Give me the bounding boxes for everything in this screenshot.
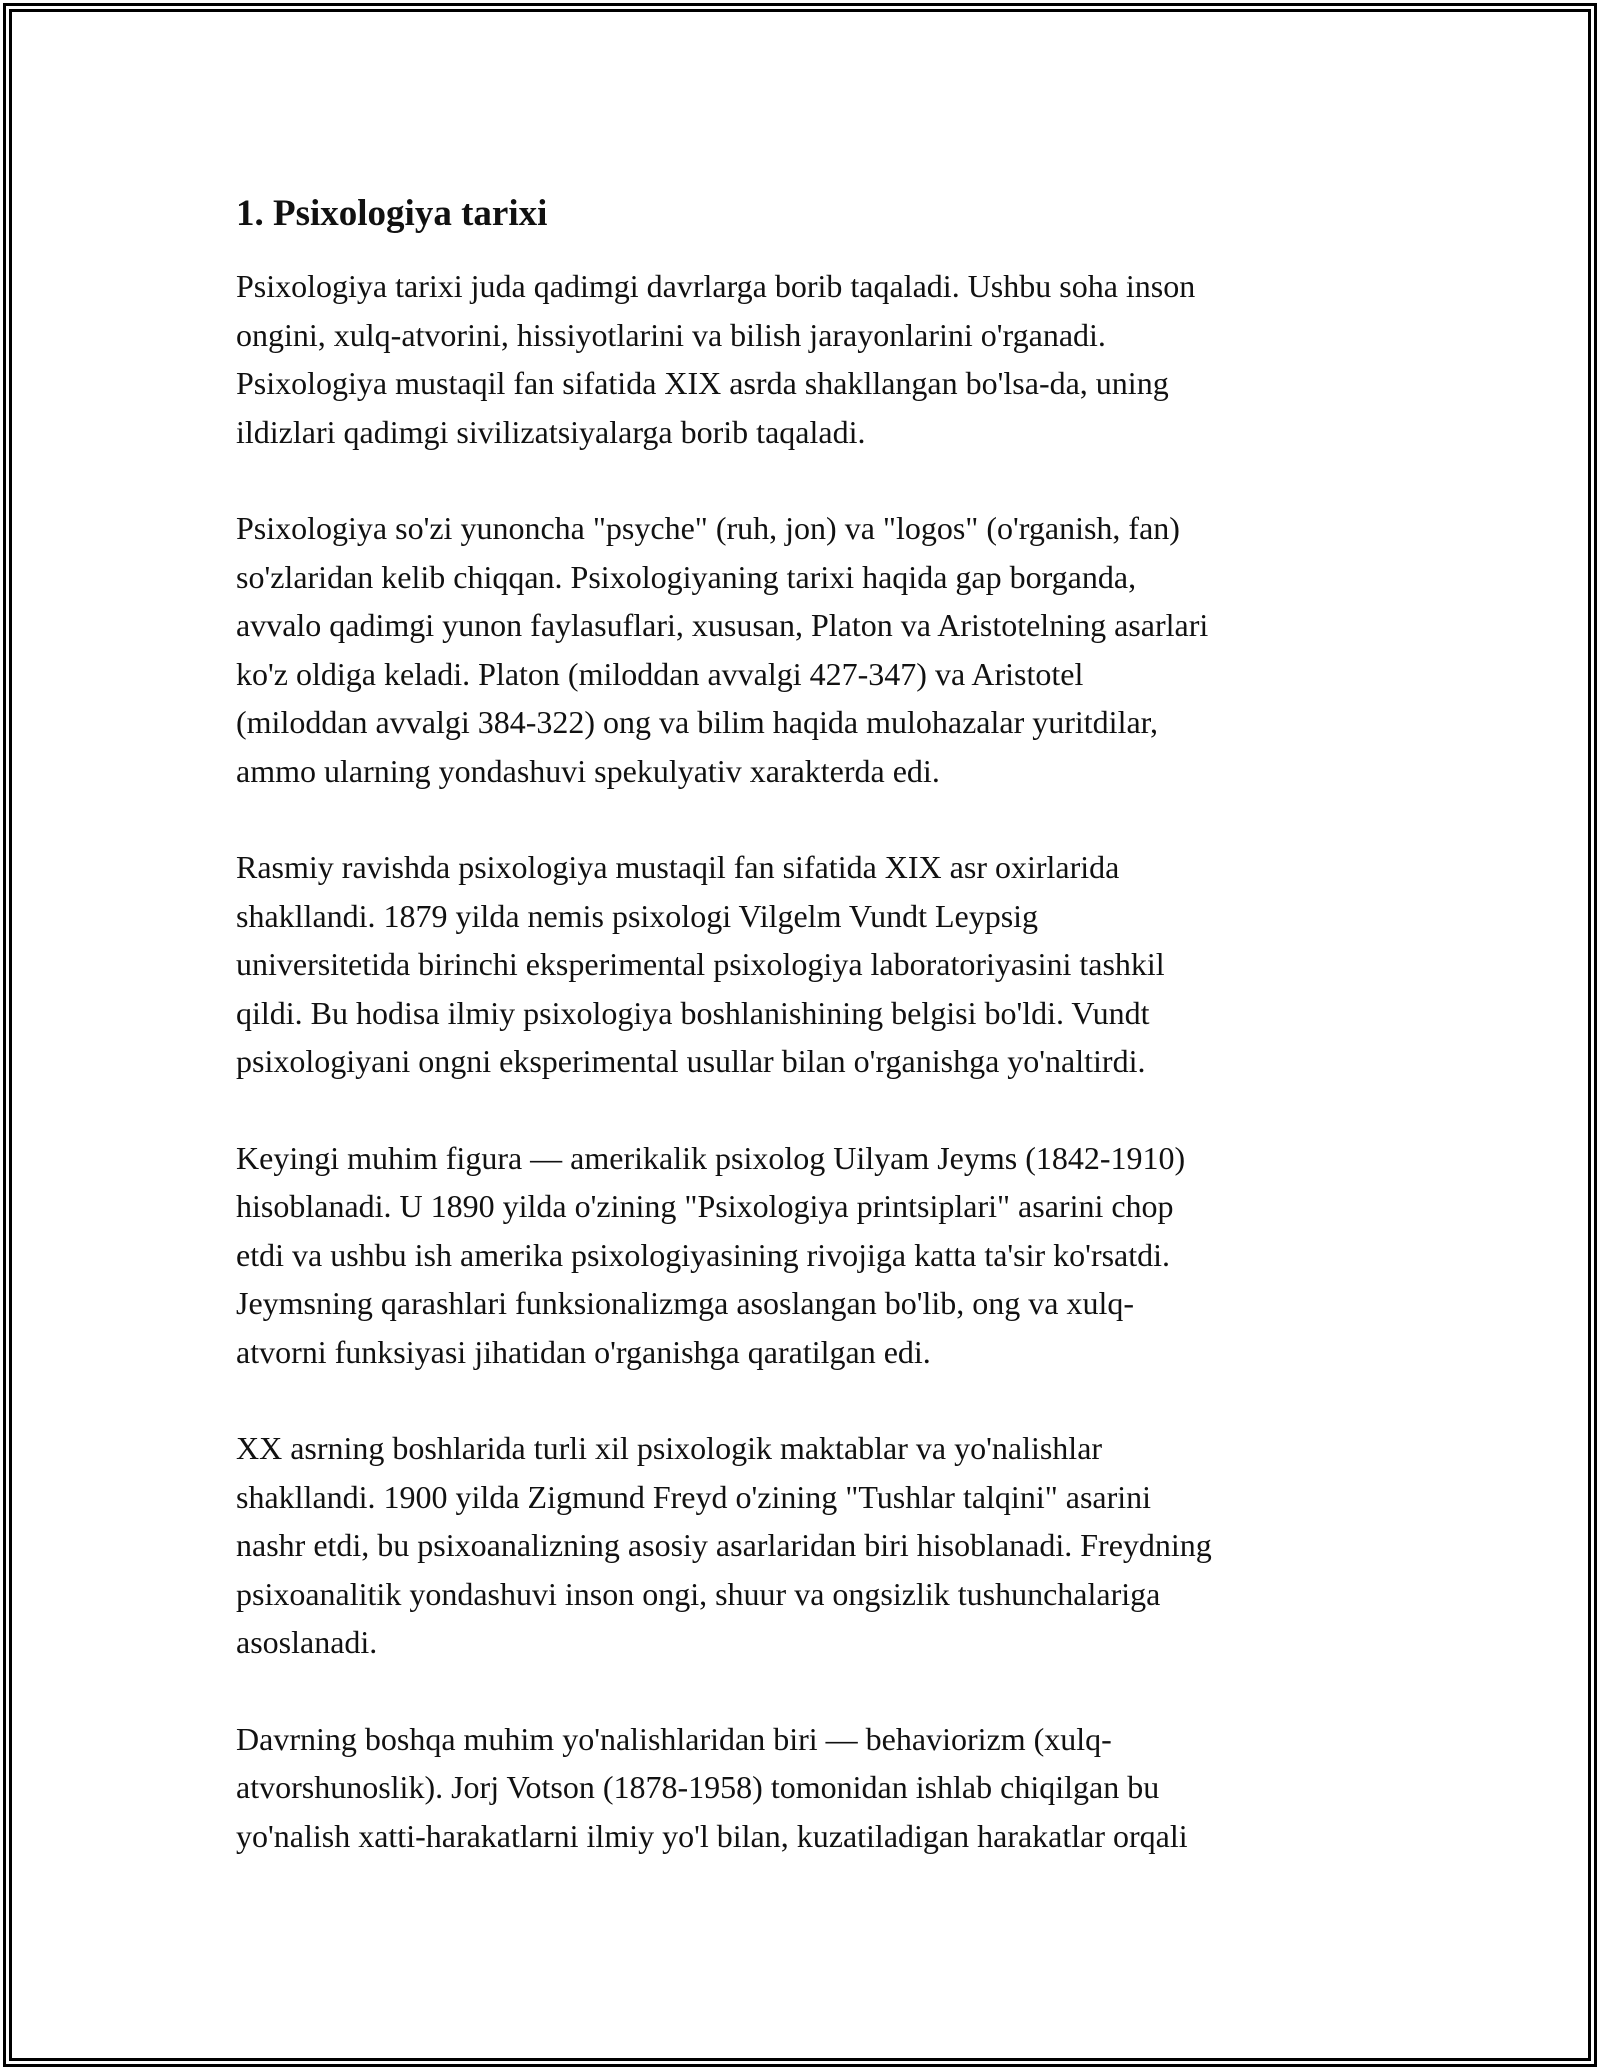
paragraph-line: XX asrning boshlarida turli xil psixologik maktablar va yo'nalishlar [236, 1430, 1103, 1466]
paragraph-line: asoslanadi. [236, 1624, 378, 1660]
paragraph-line: qildi. Bu hodisa ilmiy psixologiya boshlanishining belgisi bo'ldi. Vundt [236, 994, 1150, 1031]
paragraph-line: universitetida birinchi eksperimental psixologiya laboratoriyasini tashkil [236, 946, 1165, 982]
paragraph-line: avvalo qadimgi yunon faylasuflari, xususan, Platon va Aristotelning asarlari [236, 607, 1209, 643]
paragraph-1 [236, 262, 1366, 456]
paragraph-line: so'zlaridan kelib chiqqan. Psixologiyaning tarixi haqida gap borganda, [236, 558, 1137, 595]
paragraph-line: etdi va ushbu ish amerika psixologiyasining rivojiga katta ta'sir ko'rsatdi. [236, 1236, 1171, 1273]
paragraph-line: Rasmiy ravishda psixologiya mustaqil fan sifatida XIX asr oxirlarida [236, 849, 1120, 885]
paragraph-5 [236, 1424, 1366, 1667]
paragraph-3 [236, 843, 1366, 1086]
paragraph-line: atvorshunoslik). Jorj Votson (1878-1958) tomonidan ishlab chiqilgan bu [236, 1769, 1160, 1805]
paragraph-line: Psixologiya so'zi yunoncha "psyche" (ruh, jon) va "logos" (o'rganish, fan) [236, 510, 1180, 546]
paragraph-line: yo'nalish xatti-harakatlarni ilmiy yo'l bilan, kuzatiladigan harakatlar orqali [236, 1817, 1188, 1854]
paragraph-line: Davrning boshqa muhim yo'nalishlaridan biri — behaviorizm (xulq- [236, 1720, 1112, 1757]
paragraph-line: atvorni funksiyasi jihatidan o'rganishga qaratilgan edi. [236, 1333, 931, 1370]
paragraph-line: Jeymsning qarashlari funksionalizmga asoslangan bo'lib, ong va xulq- [236, 1285, 1135, 1321]
paragraph-line: Psixologiya tarixi juda qadimgi davrlarga borib taqaladi. Ushbu soha inson [236, 268, 1196, 304]
paragraph-line: ildizlari qadimgi sivilizatsiyalarga borib taqaladi. [236, 413, 866, 450]
paragraph-line: psixoanalitik yondashuvi inson ongi, shuur va ongsizlik tushunchalariga [236, 1575, 1161, 1612]
paragraph-line: ongini, xulq-atvorini, hissiyotlarini va bilish jarayonlarini o'rganadi. [236, 316, 1106, 353]
section-title: 1. Psixologiya tarixi [236, 193, 548, 234]
paragraph-line: (miloddan avvalgi 384-322) ong va bilim haqida mulohazalar yuritdilar, [236, 704, 1159, 740]
paragraph-line: shakllandi. 1879 yilda nemis psixologi Vilgelm Vundt Leypsig [236, 897, 1039, 934]
paragraph-line: psixologiyani ongni eksperimental usullar bilan o'rganishga yo'naltirdi. [236, 1043, 1146, 1079]
paragraph-2 [236, 504, 1366, 795]
paragraph-line: ko'z oldiga keladi. Platon (miloddan avvalgi 427-347) va Aristotel [236, 655, 1084, 692]
paragraph-line: nashr etdi, bu psixoanalizning asosiy asarlaridan biri hisoblanadi. Freydning [236, 1527, 1212, 1563]
paragraph-line: Psixologiya mustaqil fan sifatida XIX asrda shakllangan bo'lsa-da, uning [236, 365, 1169, 401]
paragraph-6 [236, 1715, 1366, 1861]
paragraph-line: hisoblanadi. U 1890 yilda o'zining "Psixologiya printsiplari" asarini chop [236, 1188, 1174, 1224]
document-body [236, 190, 1366, 1908]
paragraph-line: ammo ularning yondashuvi spekulyativ xarakterda edi. [236, 752, 940, 789]
paragraph-line: shakllandi. 1900 yilda Zigmund Freyd o'zining "Tushlar talqini" asarini [236, 1478, 1152, 1515]
paragraph-line: Keyingi muhim figura — amerikalik psixolog Uilyam Jeyms (1842-1910) [236, 1139, 1186, 1176]
paragraph-4 [236, 1134, 1366, 1377]
